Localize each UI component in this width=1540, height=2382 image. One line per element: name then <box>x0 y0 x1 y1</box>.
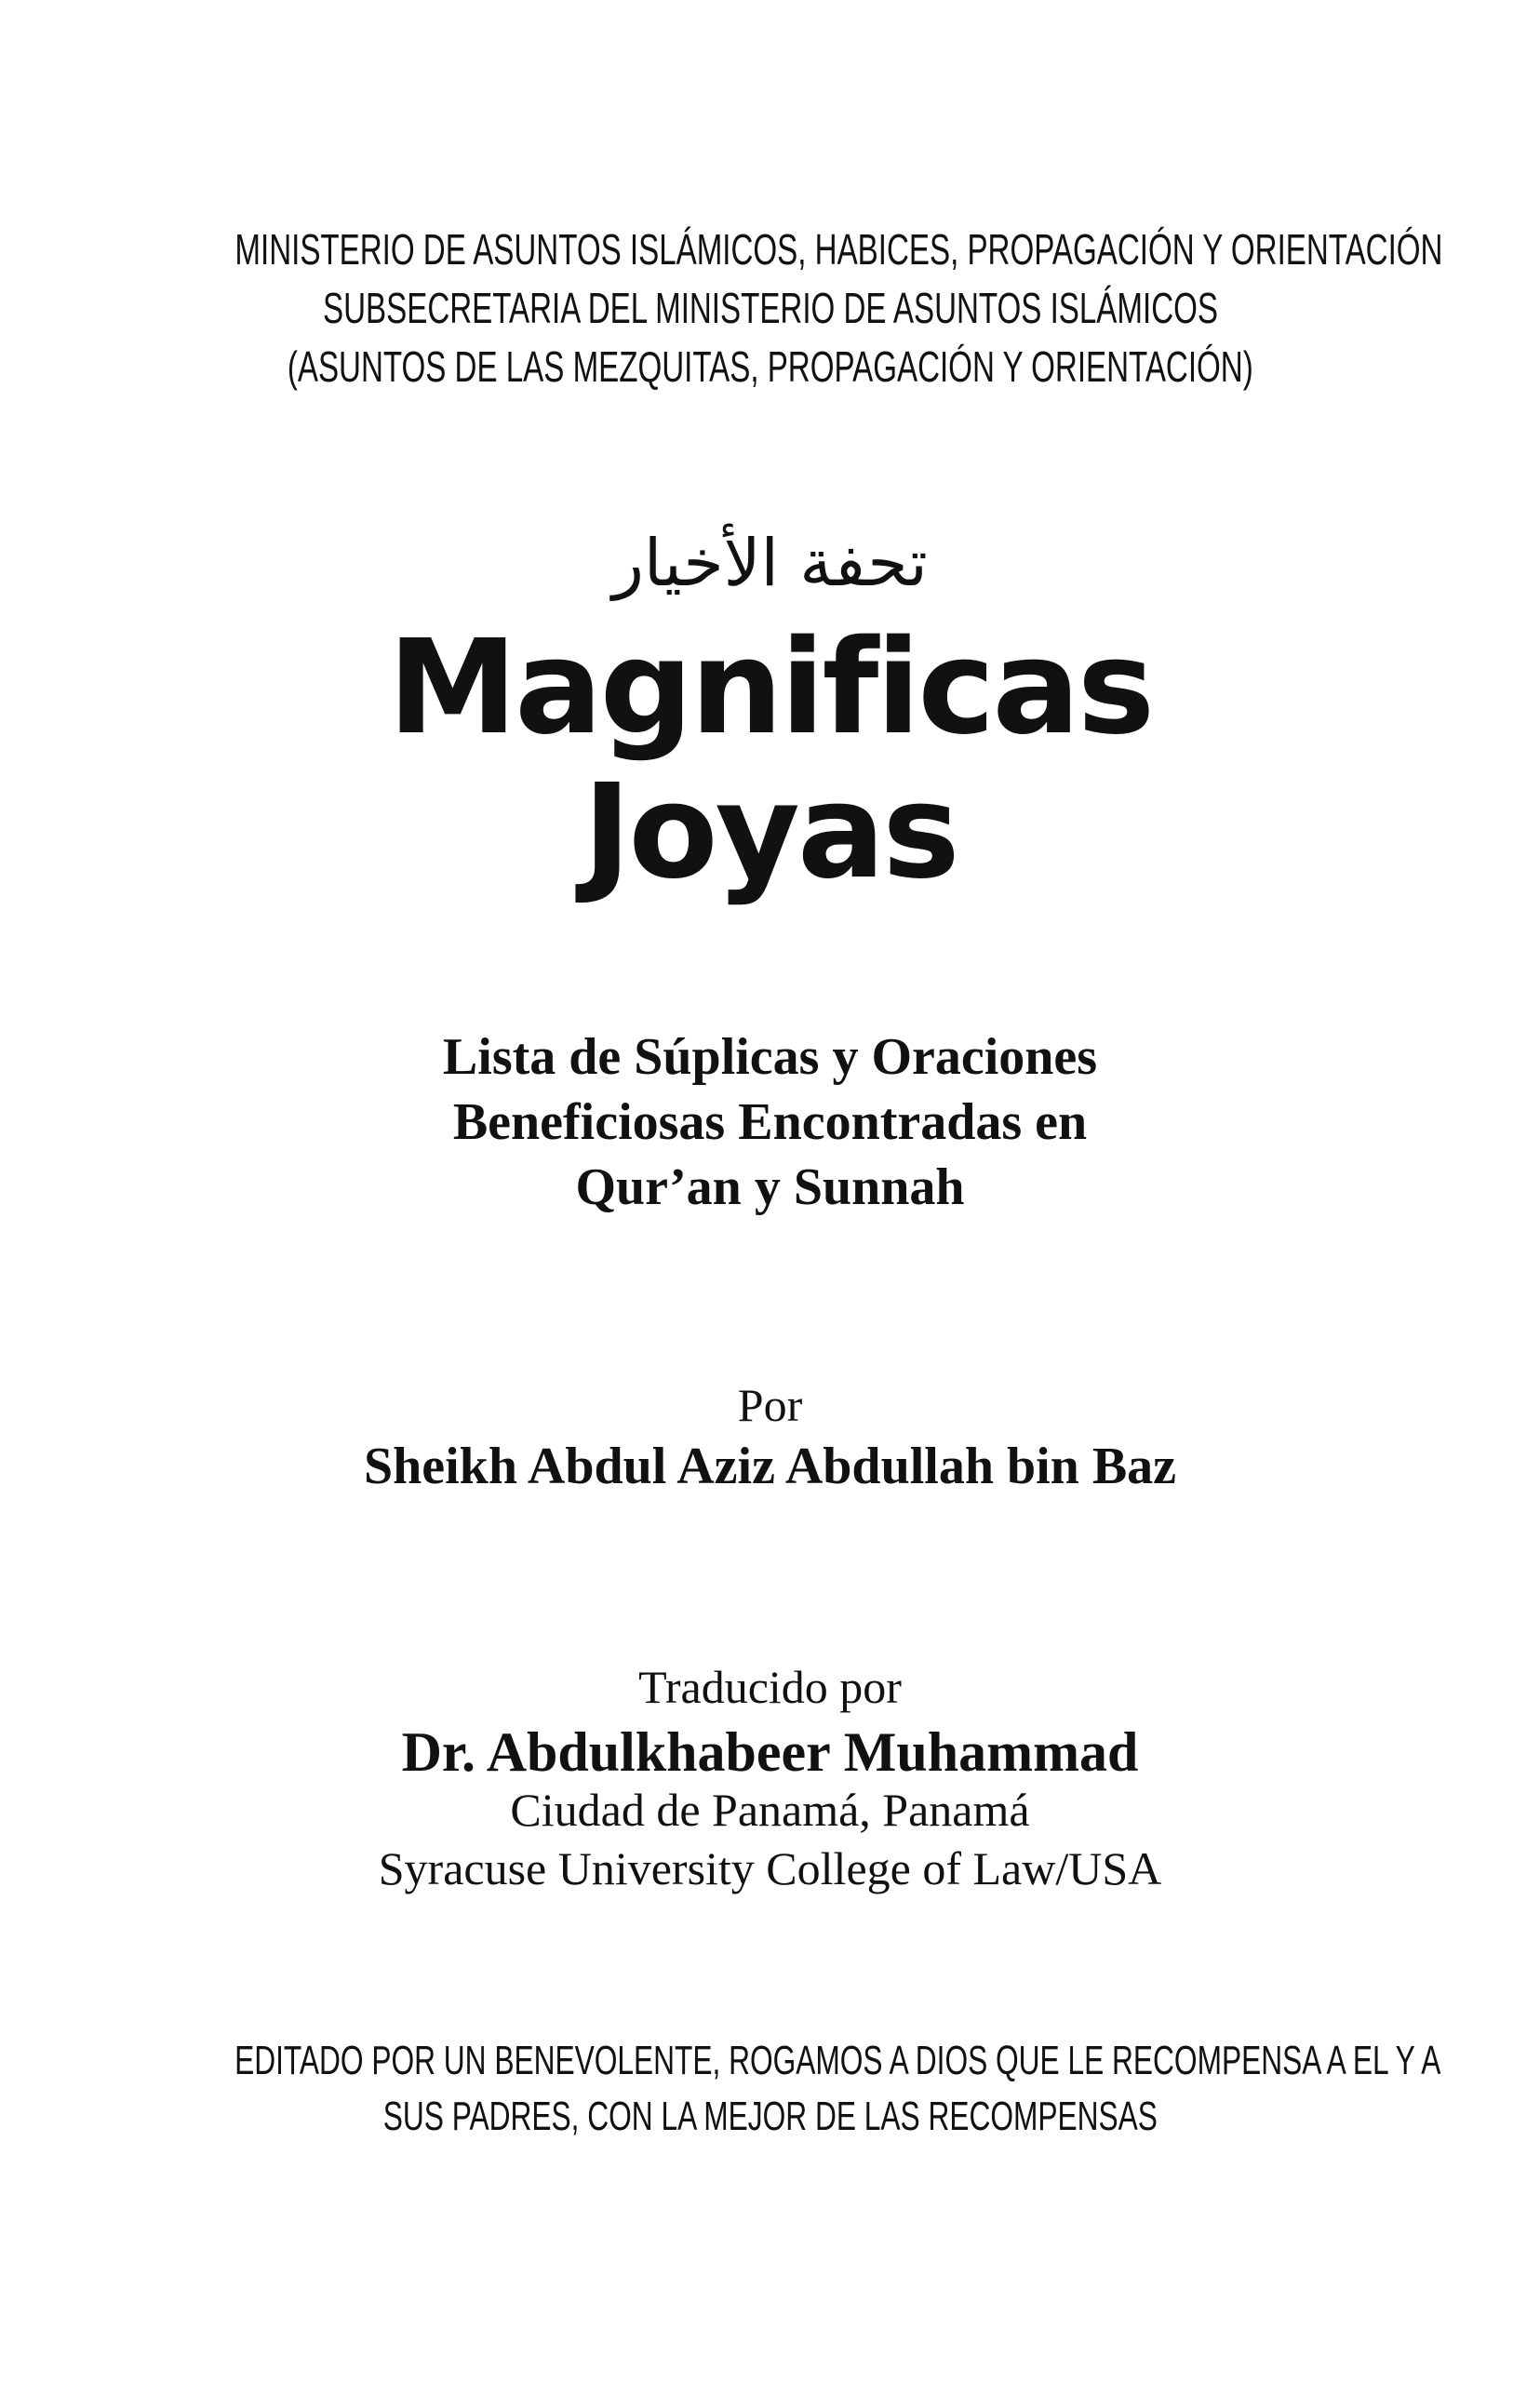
ministry-header-line-2: SUBSECRETARIA DEL MINISTERIO DE ASUNTOS ISLÁMICOS <box>322 284 1218 332</box>
ministry-header-line-1: MINISTERIO DE ASUNTOS ISLÁMICOS, HABICES, PROPAGACIÓN Y ORIENTACIÓN <box>234 225 1443 274</box>
footer-line-2: SUS PADRES, CON LA MEJOR DE LAS RECOMPENSAS <box>382 2094 1158 2139</box>
author-name: Sheikh Abdul Aziz Abdullah bin Baz <box>363 1438 1177 1495</box>
translator-affiliation: Syracuse University College of Law/USA <box>378 1842 1162 1894</box>
translator-name: Dr. Abdulkhabeer Muhammad <box>401 1721 1139 1783</box>
book-title-line-2: Joyas <box>583 756 957 908</box>
book-title-line-1: Magnificas <box>387 612 1153 764</box>
subtitle-line-2: Beneficiosas Encontradas en <box>452 1093 1088 1151</box>
author-by-label: Por <box>737 1379 803 1431</box>
arabic-title: تحفة الأخيار <box>612 525 928 601</box>
subtitle-line-1: Lista de Súplicas y Oraciones <box>442 1028 1098 1086</box>
translator-label: Traducido por <box>638 1661 902 1713</box>
subtitle-line-3: Qur’an y Sunnah <box>575 1158 965 1216</box>
ministry-header-line-3: (ASUNTOS DE LAS MEZQUITAS, PROPAGACIÓN Y ORIENTACIÓN) <box>287 342 1253 391</box>
footer-line-1: EDITADO POR UN BENEVOLENTE, ROGAMOS A DIOS QUE LE RECOMPENSA A EL Y A <box>234 2038 1441 2083</box>
translator-location: Ciudad de Panamá, Panamá <box>510 1784 1030 1836</box>
